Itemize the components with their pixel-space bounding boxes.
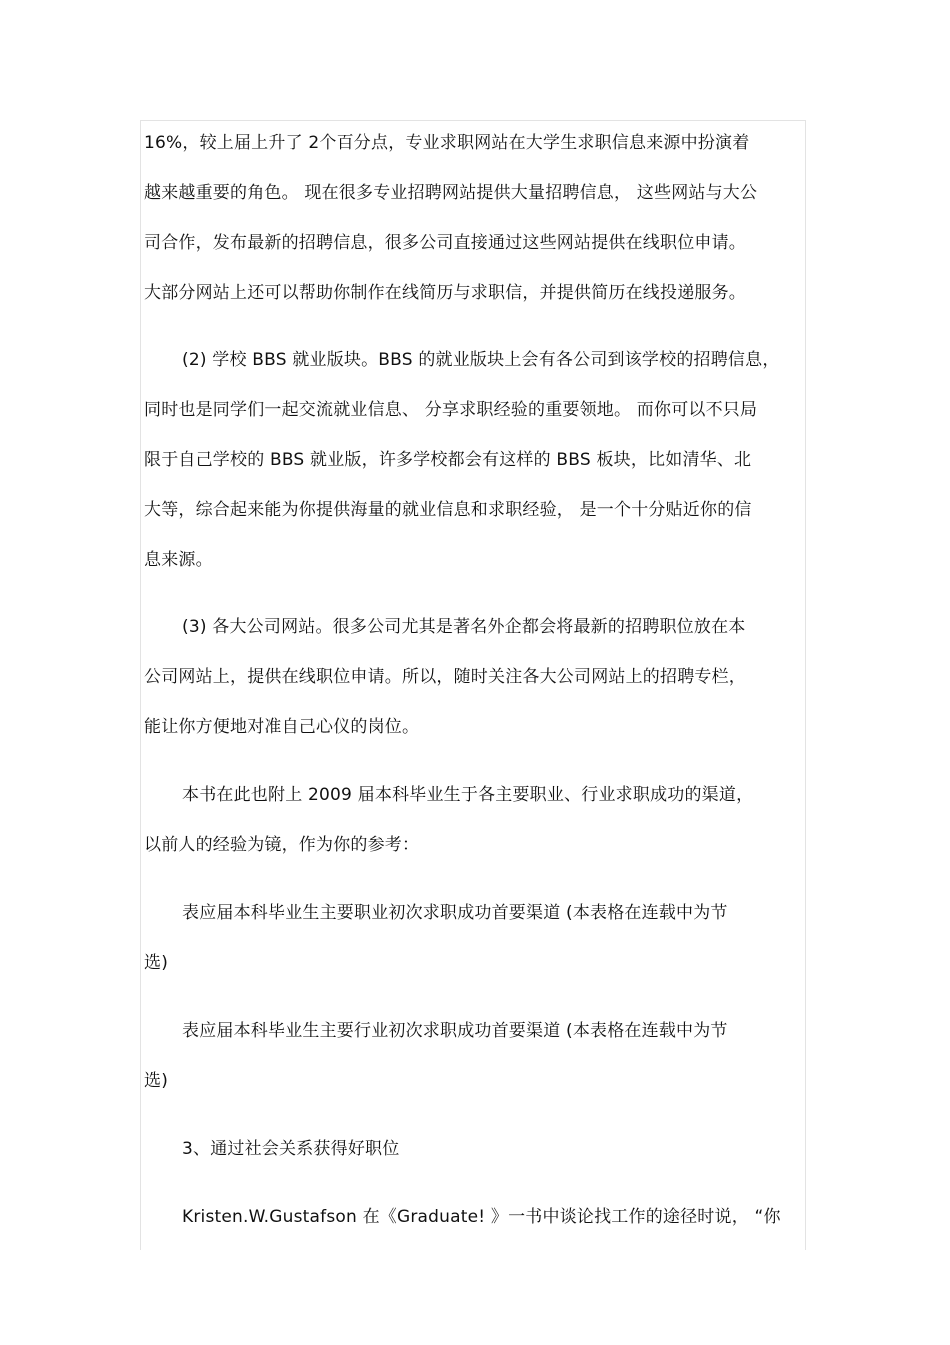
text-line: 息来源。 <box>144 550 213 570</box>
text-line: 大等，综合起来能为你提供海量的就业信息和求职经验， 是一个十分贴近你的信 <box>144 500 752 520</box>
text-line: 司合作，发布最新的招聘信息，很多公司直接通过这些网站提供在线职位申请。 <box>144 233 746 253</box>
section-heading: 3、通过社会关系获得好职位 <box>182 1139 400 1159</box>
text-line: 公司网站上，提供在线职位申请。所以，随时关注各大公司网站上的招聘专栏， <box>144 667 746 687</box>
text-line: 16%，较上届上升了 2个百分点，专业求职网站在大学生求职信息来源中扮演着 <box>144 133 750 153</box>
text-line: 能让你方便地对准自己心仪的岗位。 <box>144 717 420 737</box>
text-line: 限于自己学校的 BBS 就业版，许多学校都会有这样的 BBS 板块，比如清华、北 <box>144 450 752 470</box>
text-line: (2) 学校 BBS 就业版块。BBS 的就业版块上会有各公司到该学校的招聘信息， <box>182 350 780 370</box>
text-line: 大部分网站上还可以帮助你制作在线简历与求职信，并提供简历在线投递服务。 <box>144 283 746 303</box>
text-line: 同时也是同学们一起交流就业信息、 分享求职经验的重要领地。 而你可以不只局 <box>144 400 758 420</box>
text-line: 越来越重要的角色。 现在很多专业招聘网站提供大量招聘信息， 这些网站与大公 <box>144 183 758 203</box>
text-line: 表应届本科毕业生主要行业初次求职成功首要渠道 (本表格在连载中为节 <box>182 1021 728 1041</box>
text-line: 选) <box>144 953 169 973</box>
text-line: Kristen.W.Gustafson 在《Graduate! 》一书中谈论找工作的途径时说， “你 <box>182 1207 781 1227</box>
text-line: 表应届本科毕业生主要职业初次求职成功首要渠道 (本表格在连载中为节 <box>182 903 728 923</box>
text-line: (3) 各大公司网站。很多公司尤其是著名外企都会将最新的招聘职位放在本 <box>182 617 746 637</box>
text-line: 以前人的经验为镜，作为你的参考： <box>144 835 420 855</box>
text-line: 选) <box>144 1071 169 1091</box>
text-line: 本书在此也附上 2009 届本科毕业生于各主要职业、行业求职成功的渠道， <box>182 785 754 805</box>
